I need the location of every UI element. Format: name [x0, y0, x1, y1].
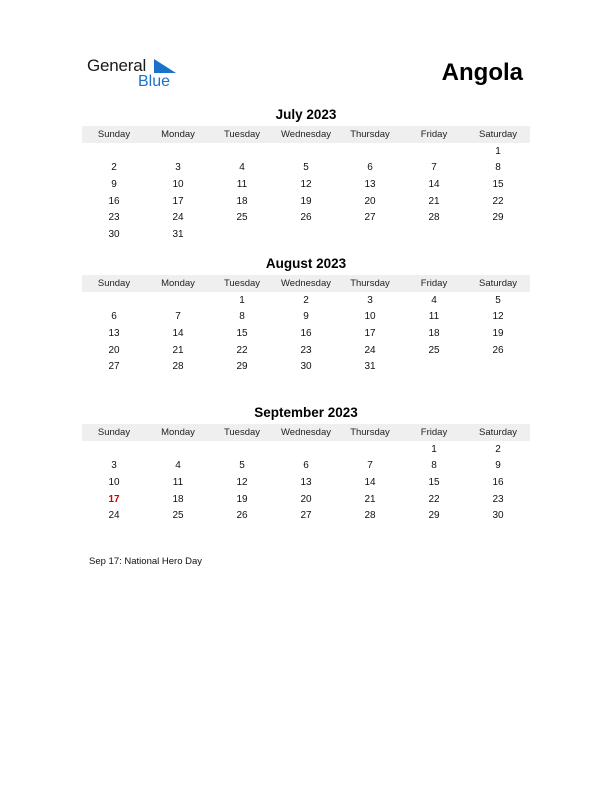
day-cell: 6	[303, 460, 309, 472]
day-cell: 13	[300, 476, 312, 488]
day-cell: 1	[431, 443, 437, 455]
day-cell: 30	[108, 228, 120, 240]
day-cell: 17	[364, 327, 376, 339]
day-cell: 15	[428, 476, 440, 488]
month-title: August 2023	[265, 256, 347, 271]
weekday-label: Thursday	[350, 278, 390, 289]
day-cell: 24	[364, 344, 376, 356]
day-cell: 3	[367, 294, 373, 306]
day-cell: 18	[236, 195, 248, 207]
day-cell: 16	[300, 327, 312, 339]
day-cell: 20	[364, 195, 376, 207]
day-cell: 12	[236, 476, 248, 488]
week-row	[82, 358, 530, 375]
day-cell: 4	[431, 294, 437, 306]
day-cell: 23	[492, 493, 504, 505]
day-cell: 26	[236, 510, 248, 522]
day-cell: 16	[492, 476, 504, 488]
weekday-label: Monday	[161, 129, 195, 140]
day-cell: 15	[492, 178, 504, 190]
day-cell: 22	[236, 344, 248, 356]
day-cell: 31	[172, 228, 184, 240]
day-cell: 12	[300, 178, 312, 190]
week-row	[82, 474, 530, 491]
day-cell: 21	[364, 493, 376, 505]
day-cell: 12	[492, 311, 504, 323]
holiday-day-cell: 17	[108, 493, 120, 505]
day-cell: 9	[111, 178, 117, 190]
day-cell: 14	[364, 476, 376, 488]
week-row	[82, 209, 530, 226]
day-cell: 24	[108, 510, 120, 522]
day-cell: 16	[108, 195, 120, 207]
day-cell: 8	[239, 311, 245, 323]
day-cell: 7	[431, 162, 437, 174]
day-cell: 18	[172, 493, 184, 505]
day-cell: 21	[172, 344, 184, 356]
week-row	[82, 342, 530, 359]
week-row	[82, 226, 530, 243]
weekday-label: Friday	[420, 427, 448, 438]
day-cell: 10	[108, 476, 120, 488]
weekday-label: Friday	[420, 278, 448, 289]
week-row	[82, 458, 530, 475]
day-cell: 22	[492, 195, 504, 207]
day-cell: 18	[428, 327, 440, 339]
day-cell: 9	[495, 460, 501, 472]
day-cell: 8	[495, 162, 501, 174]
day-cell: 25	[172, 510, 184, 522]
month-september	[82, 404, 530, 524]
day-cell: 11	[428, 311, 440, 323]
day-cell: 27	[108, 361, 120, 373]
day-cell: 23	[108, 212, 120, 224]
weekday-label: Saturday	[478, 427, 518, 438]
day-cell: 19	[236, 493, 248, 505]
day-cell: 6	[367, 162, 373, 174]
day-cell: 2	[111, 162, 117, 174]
month-title: September 2023	[254, 405, 358, 420]
day-cell: 17	[172, 195, 184, 207]
weekday-label: Thursday	[350, 129, 390, 140]
logo	[87, 56, 187, 92]
weekday-label: Sunday	[97, 129, 131, 140]
day-cell: 13	[108, 327, 120, 339]
day-cell: 14	[428, 178, 440, 190]
day-cell: 24	[172, 212, 184, 224]
day-cell: 2	[495, 443, 501, 455]
week-row	[82, 491, 530, 508]
week-row	[82, 292, 530, 309]
weekday-label: Wednesday	[281, 129, 331, 140]
day-cell: 10	[364, 311, 376, 323]
day-cell: 25	[428, 344, 440, 356]
day-cell: 3	[111, 460, 117, 472]
weekday-label: Tuesday	[223, 427, 261, 438]
day-cell: 28	[428, 212, 440, 224]
day-cell: 7	[367, 460, 373, 472]
weekday-label: Saturday	[478, 278, 518, 289]
day-cell: 28	[172, 361, 184, 373]
day-cell: 5	[303, 162, 309, 174]
weekday-header	[82, 126, 530, 143]
day-cell: 1	[495, 145, 501, 157]
day-cell: 7	[175, 311, 181, 323]
week-row	[82, 143, 530, 160]
day-cell: 30	[300, 361, 312, 373]
weekday-label: Monday	[161, 427, 195, 438]
day-cell: 31	[364, 361, 376, 373]
week-row	[82, 441, 530, 458]
weekday-label: Wednesday	[281, 427, 331, 438]
week-row	[82, 309, 530, 326]
week-row	[82, 193, 530, 210]
week-row	[82, 176, 530, 193]
weekday-label: Friday	[420, 129, 448, 140]
month-title: July 2023	[275, 107, 337, 122]
weekday-header	[82, 424, 530, 441]
day-cell: 5	[239, 460, 245, 472]
day-cell: 22	[428, 493, 440, 505]
country-title: Angola	[441, 59, 523, 86]
day-cell: 1	[239, 294, 245, 306]
day-cell: 6	[111, 311, 117, 323]
weekday-label: Tuesday	[223, 129, 261, 140]
day-cell: 5	[495, 294, 501, 306]
day-cell: 26	[300, 212, 312, 224]
day-cell: 25	[236, 212, 248, 224]
day-cell: 3	[175, 162, 181, 174]
day-cell: 19	[492, 327, 504, 339]
day-cell: 19	[300, 195, 312, 207]
day-cell: 27	[364, 212, 376, 224]
day-cell: 28	[364, 510, 376, 522]
day-cell: 11	[172, 476, 184, 488]
day-cell: 11	[236, 178, 248, 190]
day-cell: 8	[431, 460, 437, 472]
day-cell: 30	[492, 510, 504, 522]
day-cell: 2	[303, 294, 309, 306]
day-cell: 23	[300, 344, 312, 356]
logo-word-general: General	[87, 56, 147, 75]
day-cell: 10	[172, 178, 184, 190]
day-cell: 29	[428, 510, 440, 522]
day-cell: 20	[108, 344, 120, 356]
logo-word-blue: Blue	[138, 73, 171, 90]
day-cell: 26	[492, 344, 504, 356]
day-cell: 27	[300, 510, 312, 522]
day-cell: 29	[236, 361, 248, 373]
weekday-header	[82, 275, 530, 292]
day-cell: 9	[303, 311, 309, 323]
holiday-notes	[89, 556, 202, 567]
day-cell: 20	[300, 493, 312, 505]
holiday-note: Sep 17: National Hero Day	[89, 556, 203, 567]
weekday-label: Saturday	[478, 129, 518, 140]
week-row	[82, 160, 530, 177]
weekday-label: Thursday	[350, 427, 390, 438]
weekday-label: Tuesday	[223, 278, 261, 289]
weekday-label: Sunday	[97, 278, 131, 289]
month-august	[82, 255, 530, 375]
weekday-label: Monday	[161, 278, 195, 289]
day-cell: 4	[175, 460, 181, 472]
day-cell: 15	[236, 327, 248, 339]
weekday-label: Sunday	[97, 427, 131, 438]
day-cell: 4	[239, 162, 245, 174]
day-cell: 14	[172, 327, 184, 339]
week-row	[82, 507, 530, 524]
day-cell: 21	[428, 195, 440, 207]
logo-triangle-icon	[154, 59, 176, 73]
month-july	[82, 106, 530, 243]
day-cell: 13	[364, 178, 376, 190]
week-row	[82, 325, 530, 342]
day-cell: 29	[492, 212, 504, 224]
weekday-label: Wednesday	[281, 278, 331, 289]
